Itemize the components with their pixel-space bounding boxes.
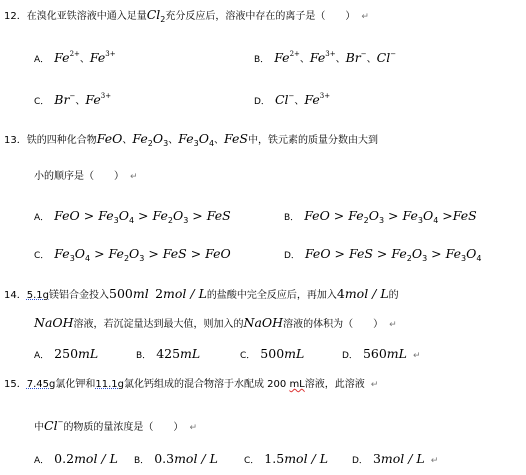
q12-option-c: C． Br−、$Fe^{3+}$ (34, 92, 112, 107)
q12-text-after: 充分反应后，溶液中存在的离子是（ ） (165, 11, 356, 22)
return-mark-icon: ↵ (130, 172, 138, 182)
return-mark-icon: ↵ (189, 423, 197, 433)
return-mark-icon: ↵ (370, 380, 379, 390)
q12-number: 12． (4, 11, 27, 22)
q12-option-d-label: D． (254, 97, 270, 107)
q13-option-d: D． FeO > FeS > $Fe_2O_3 > Fe_3O_4$ (284, 246, 482, 263)
q15-option-c: C． 1.5mol / L (244, 451, 329, 466)
q14-option-a: A． 250mL (34, 346, 99, 361)
q14-stem: 14．5.1g镁铝合金投入500ml 2mol / L的盐酸中完全反应后，再加入4mol / L的 (4, 286, 399, 301)
q15-stem: 15．7.45g氯化钾和11.1g氯化钙组成的混合物溶于水配成 200 mL溶液，此溶液 ↵ (4, 379, 379, 390)
q13-number: 13． (4, 135, 27, 146)
return-mark-icon: ↵ (430, 456, 439, 466)
q14-option-b: B． 425mL (136, 346, 201, 361)
q13-stem-line2: 小的顺序是（ ） ↵ (34, 171, 138, 182)
q12-option-a: A． $Fe^{2+}$、$Fe^{3+}$ (34, 50, 116, 65)
q13-option-b: B． FeO > $Fe_2O_3 > Fe_3O_4 >FeS$ (284, 208, 477, 225)
q12-cl2-sub: 2 (160, 15, 166, 24)
q15-option-b: B． 0.3mol / L (134, 451, 218, 466)
return-mark-icon: ↵ (412, 351, 421, 361)
return-mark-icon: ↵ (361, 12, 369, 22)
q13-stem: 13．铁的四种化合物FeO、$Fe_2O_3$、$Fe_3O_4$、FeS中，铁元素的质量分数由大到 (4, 131, 378, 148)
q13-option-c: C． $Fe_3O_4 > Fe_2O_3$ > FeS > FeO (34, 246, 231, 263)
q12-stem (4, 8, 369, 27)
q15-option-d: D． 3mol / L ↵ (352, 451, 439, 466)
q12-option-a-label: A． (34, 55, 50, 65)
q12-option-b-label: B． (254, 55, 270, 65)
q12-option-b: B． $Fe^{2+}$、$Fe^{3+}$、Br−、Cl− (254, 50, 397, 65)
q12-text-before: 在溴化亚铁溶液中通入足量 (26, 11, 147, 22)
q14-option-c: C． 500mL (240, 346, 305, 361)
q12-option-c-label: C． (34, 97, 50, 107)
q15-option-a: A． 0.2mol / L (34, 451, 118, 466)
q12-cl2: Cl (146, 7, 161, 22)
q14-stem-line2: NaOH溶液，若沉淀量达到最大值，则加入的NaOH溶液的体积为（ ） ↵ (34, 315, 397, 330)
q13-option-a: A． FeO > $Fe_3O_4 > Fe_2O_3$ > FeS (34, 208, 231, 225)
q12-option-d: D． Cl−、$Fe^{3+}$ (254, 92, 331, 107)
q14-option-d: D． 560mL ↵ (342, 346, 421, 361)
return-mark-icon: ↵ (389, 320, 397, 330)
q15-stem-line2: 中Cl−的物质的量浓度是（ ） ↵ (34, 418, 197, 433)
